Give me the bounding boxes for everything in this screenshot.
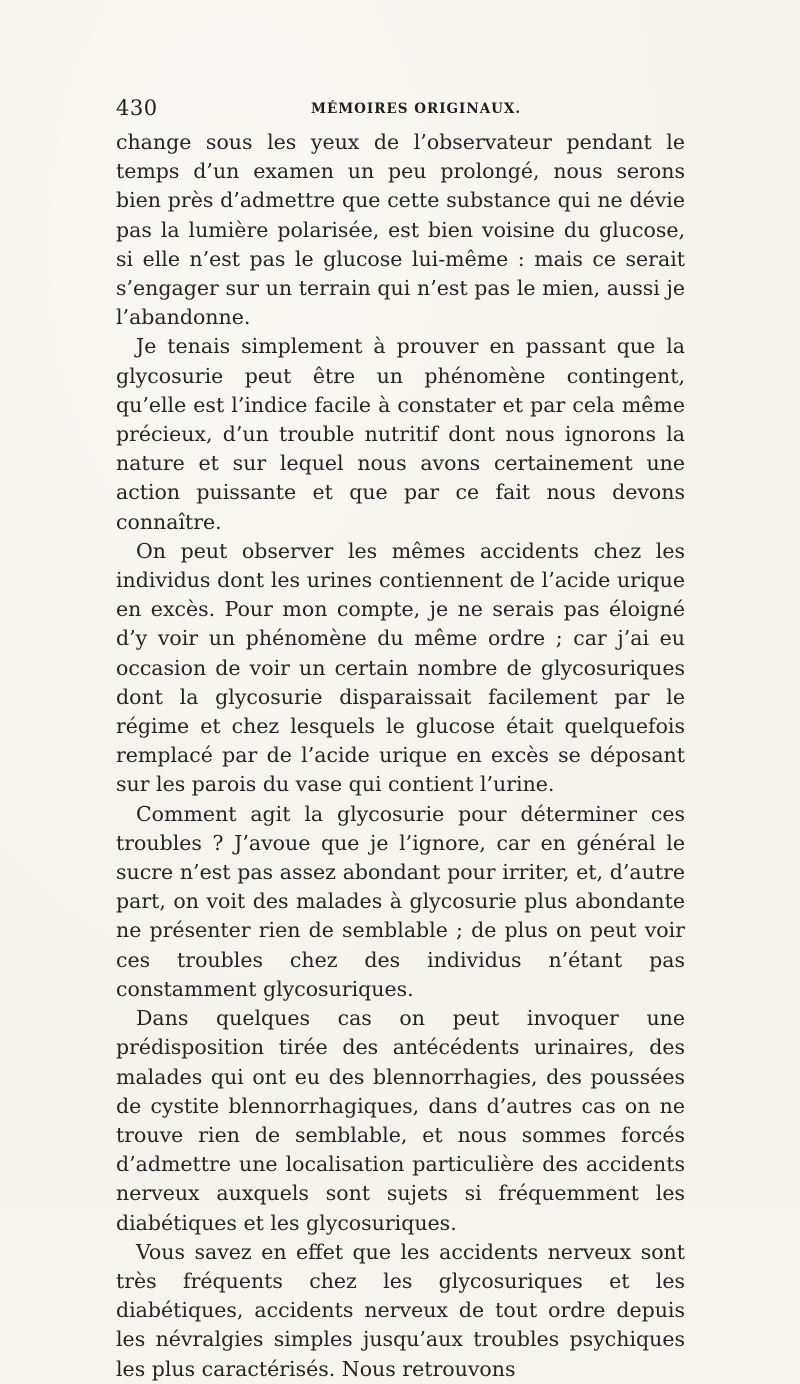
page-header <box>116 96 686 124</box>
body-text <box>116 128 685 1384</box>
paragraph-2: Je tenais simplement à prouver en passant que la glycosurie peut être un phénomène contingent, qu’elle est l’indice facile à constater et par cela même précieux, d’un trouble nutritif dont nous ignorons la nature et sur lequel nous avons certainement une action puissante et que par ce fait nous devons connaître. <box>116 334 685 534</box>
paragraph-1: change sous les yeux de l’observateur pendant le temps d’un examen un peu prolongé, nous serons bien près d’admettre que cette substance qui ne dévie pas la lumière polarisée, est bien voisine du glucose, si elle n’est pas le glucose lui-même : mais ce serait s’engager sur un terrain qui n’est pas le mien, aussi je l’abandonne. <box>116 130 685 330</box>
paragraph-4: Comment agit la glycosurie pour déterminer ces troubles ? J’avoue que je l’ignore, car en général le sucre n’est pas assez abondant pour irriter, et, d’autre part, on voit des malades à glycosurie plus abondante ne présenter rien de semblable ; de plus on peut voir ces troubles chez des individus n’étant pas constamment glycosuriques. <box>116 801 685 1001</box>
running-title: MÉMOIRES ORIGINAUX. <box>311 101 522 117</box>
paragraph-3: On peut observer les mêmes accidents chez les individus dont les urines contiennent de l’acide urique en excès. Pour mon compte, je ne serais pas éloigné d’y voir un phénomène du même ordre ; car j’ai eu occasion de voir un certain nombre de glycosuriques dont la glycosurie disparaissait facilement par le régime et chez lesquels le glucose était quelquefois remplacé par de l’acide urique en excès se déposant sur les parois du vase qui contient l’urine. <box>116 538 685 797</box>
page-number: 430 <box>116 96 158 120</box>
paragraph-6: Vous savez en effet que les accidents nerveux sont très fréquents chez les glycosuriques et les diabétiques, accidents nerveux de tout ordre depuis les névralgies simples jusqu’aux troubles psychiques les plus caractérisés. Nous retrouvons <box>116 1239 685 1381</box>
paragraph-5: Dans quelques cas on peut invoquer une prédisposition tirée des antécédents urinaires, des malades qui ont eu des blennorrhagies, des poussées de cystite blennorrhagiques, dans d’autres cas on ne trouve rien de semblable, et nous sommes forcés d’admettre une localisation particulière des accidents nerveux auxquels sont sujets si fréquemment les diabétiques et les glycosuriques. <box>116 1006 685 1235</box>
